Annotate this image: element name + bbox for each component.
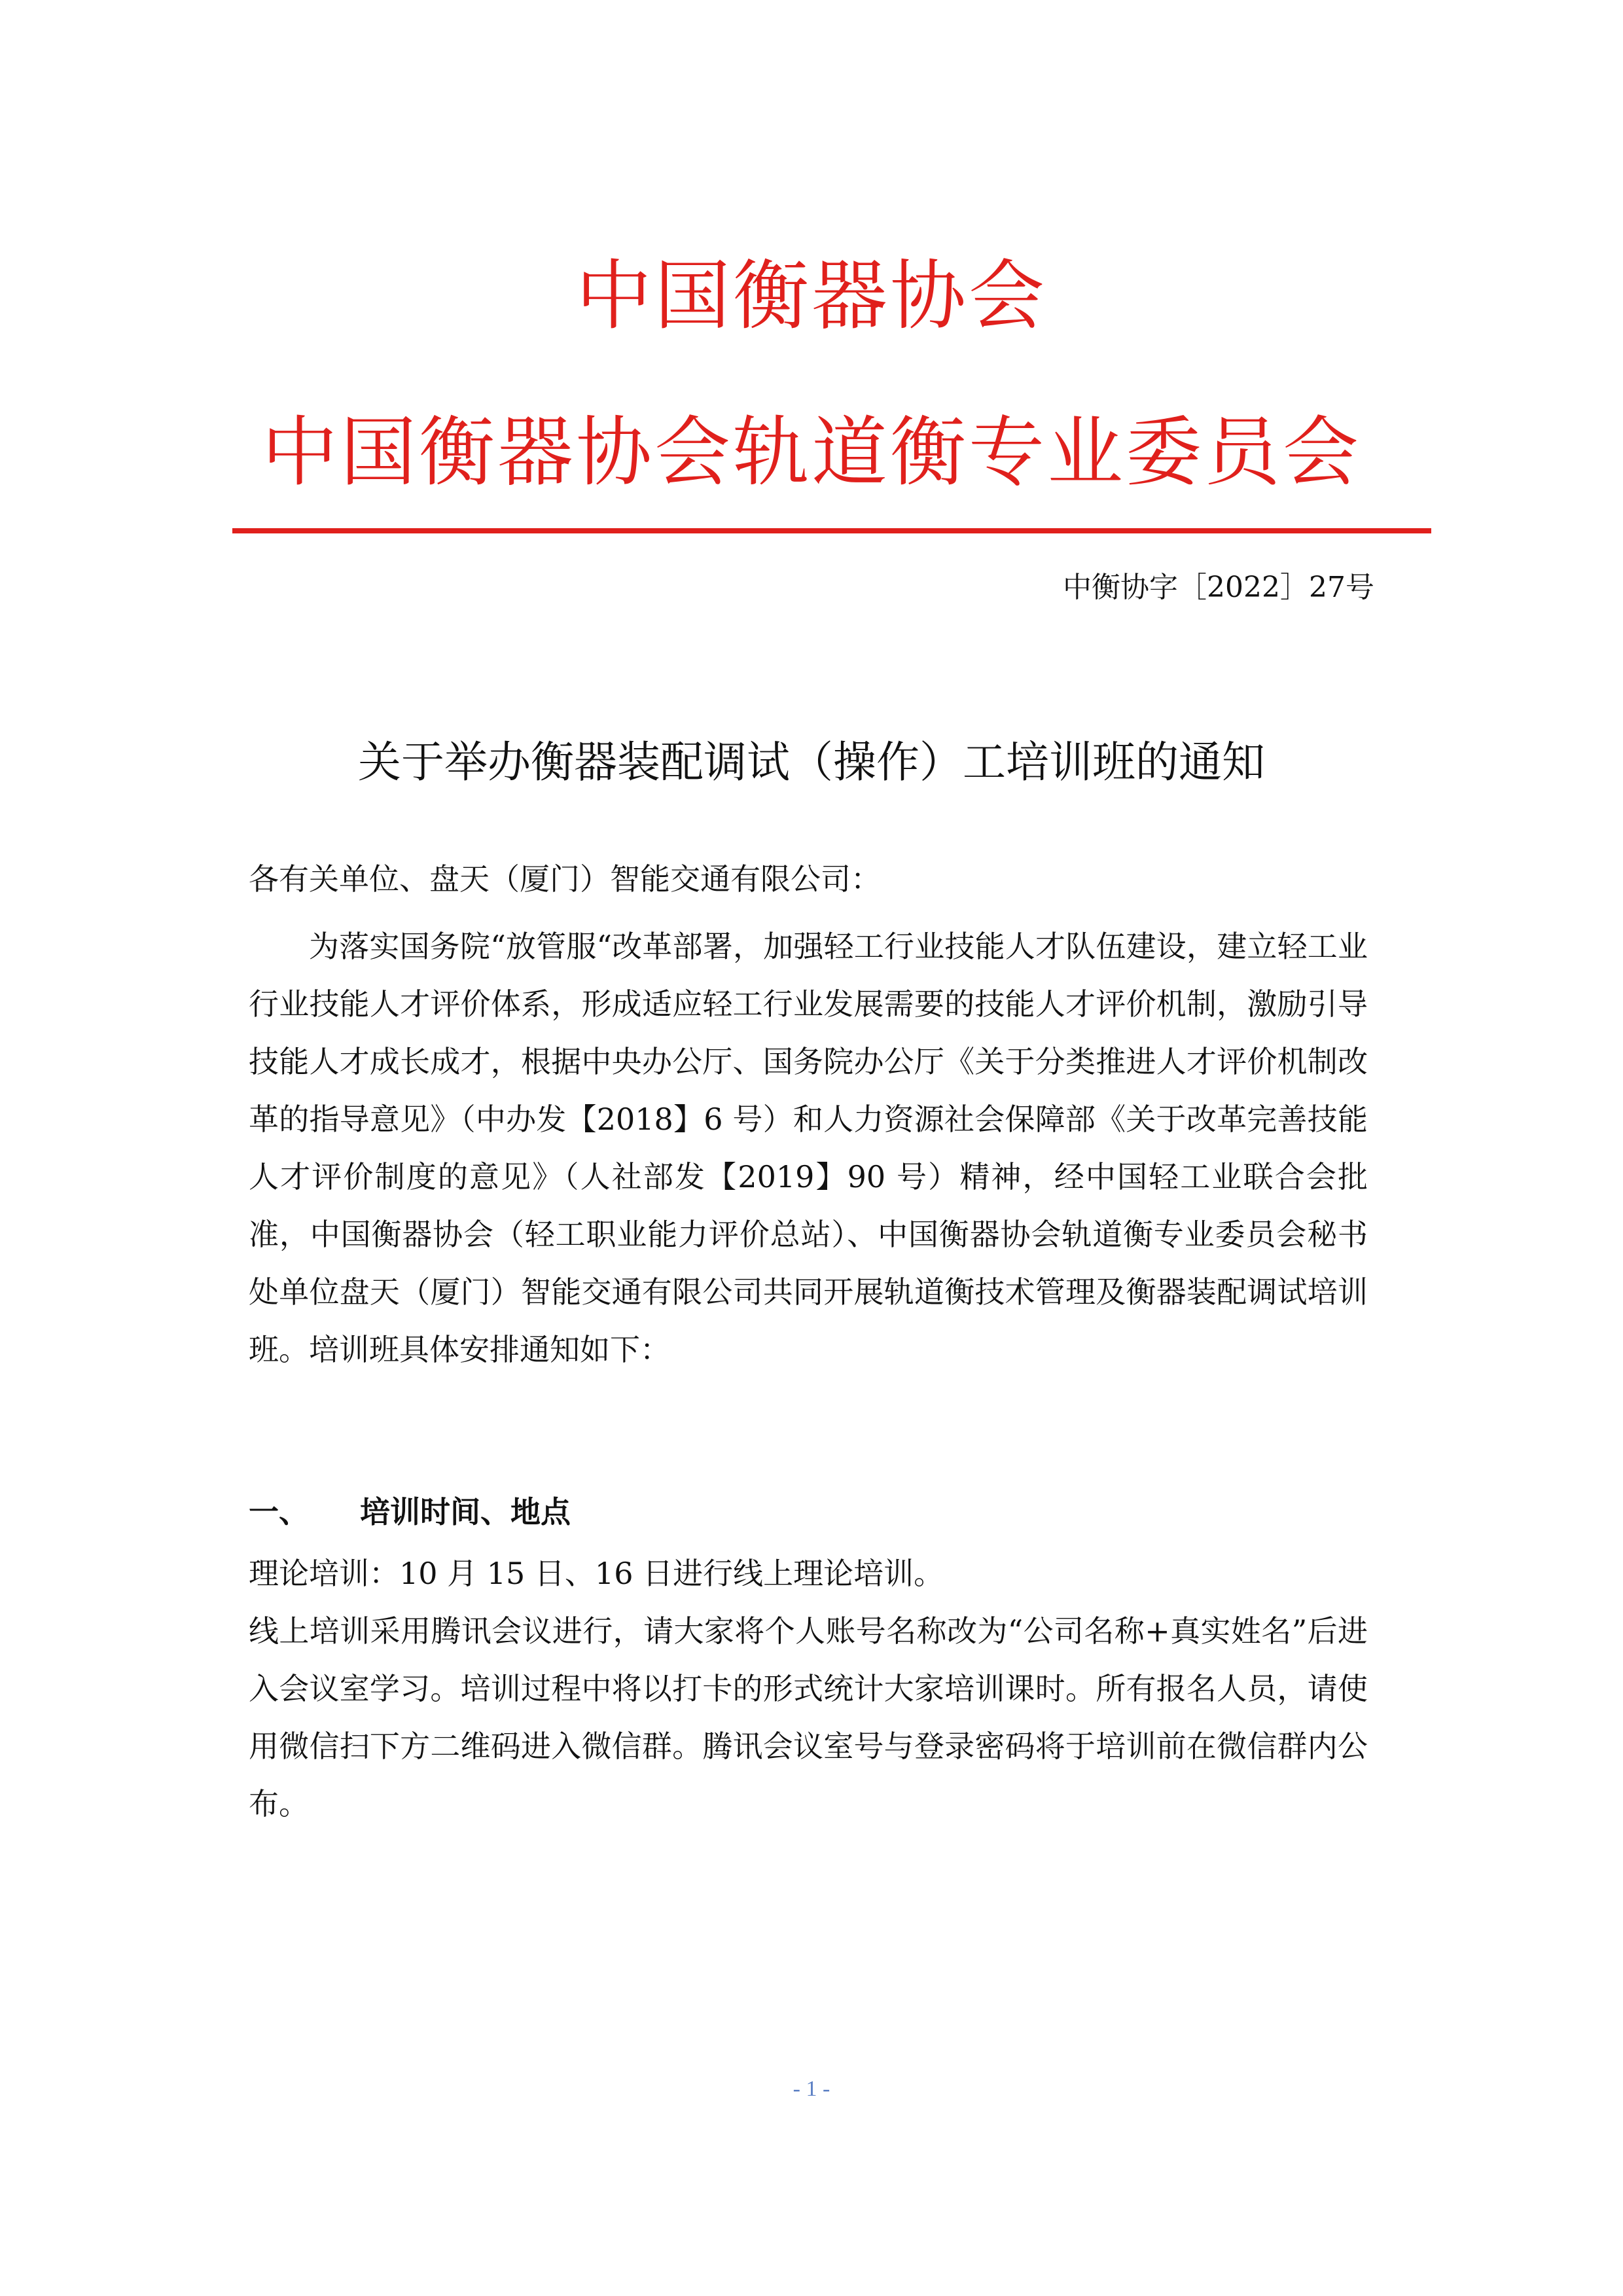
body-paragraph: 为落实国务院“放管服“改革部署，加强轻工行业技能人才队伍建设，建立轻工业行业技能人才评价体系，形成适应轻工行业发展需要的技能人才评价机制，激励引导技能人才成长成才，根据中央办公厅、国务院办公厅《关于分类推进人才评价机制改革的指导意见》（中办发【2018】6 号）和人力资源社会保障部《关于改革完善技能人才评价制度的意见》（人社部发【2019】90 号）精神，经中国轻工业联合会批准，中国衡器协会（轻工职业能力评价总站）、中国衡器协会轨道衡专业委员会秘书处单位盘天（厦门）智能交通有限公司共同开展轨道衡技术管理及衡器装配调试培训班。培训班具体安排通知如下： bbox=[249, 929, 1368, 1367]
section-paragraph: 理论培训：10 月 15 日、16 日进行线上理论培训。 bbox=[249, 1556, 944, 1591]
red-header-divider bbox=[232, 528, 1431, 533]
issuing-organization-name: 中国衡器协会 bbox=[576, 252, 1047, 340]
section-heading-text: 培训时间、地点 bbox=[360, 1494, 571, 1530]
page-number: - 1 - bbox=[793, 2077, 830, 2101]
section-number: 一、 bbox=[249, 1494, 309, 1530]
section-body bbox=[249, 1545, 1368, 1833]
section-heading bbox=[249, 1492, 571, 1532]
issuing-committee-name: 中国衡器协会轨道衡专业委员会 bbox=[262, 408, 1361, 497]
salutation: 各有关单位、盘天（厦门）智能交通有限公司： bbox=[249, 861, 881, 897]
document-number: 中衡协字［2022］27号 bbox=[1063, 571, 1374, 604]
section-paragraph: 线上培训采用腾讯会议进行，请大家将个人账号名称改为“公司名称+真实姓名”后进入会议室学习。培训过程中将以打卡的形式统计大家培训课时。所有报名人员，请使用微信扫下方二维码进入微信群。腾讯会议室号与登录密码将于培训前在微信群内公布。 bbox=[249, 1613, 1368, 1821]
document-title: 关于举办衡器装配调试（操作）工培训班的通知 bbox=[358, 737, 1265, 787]
